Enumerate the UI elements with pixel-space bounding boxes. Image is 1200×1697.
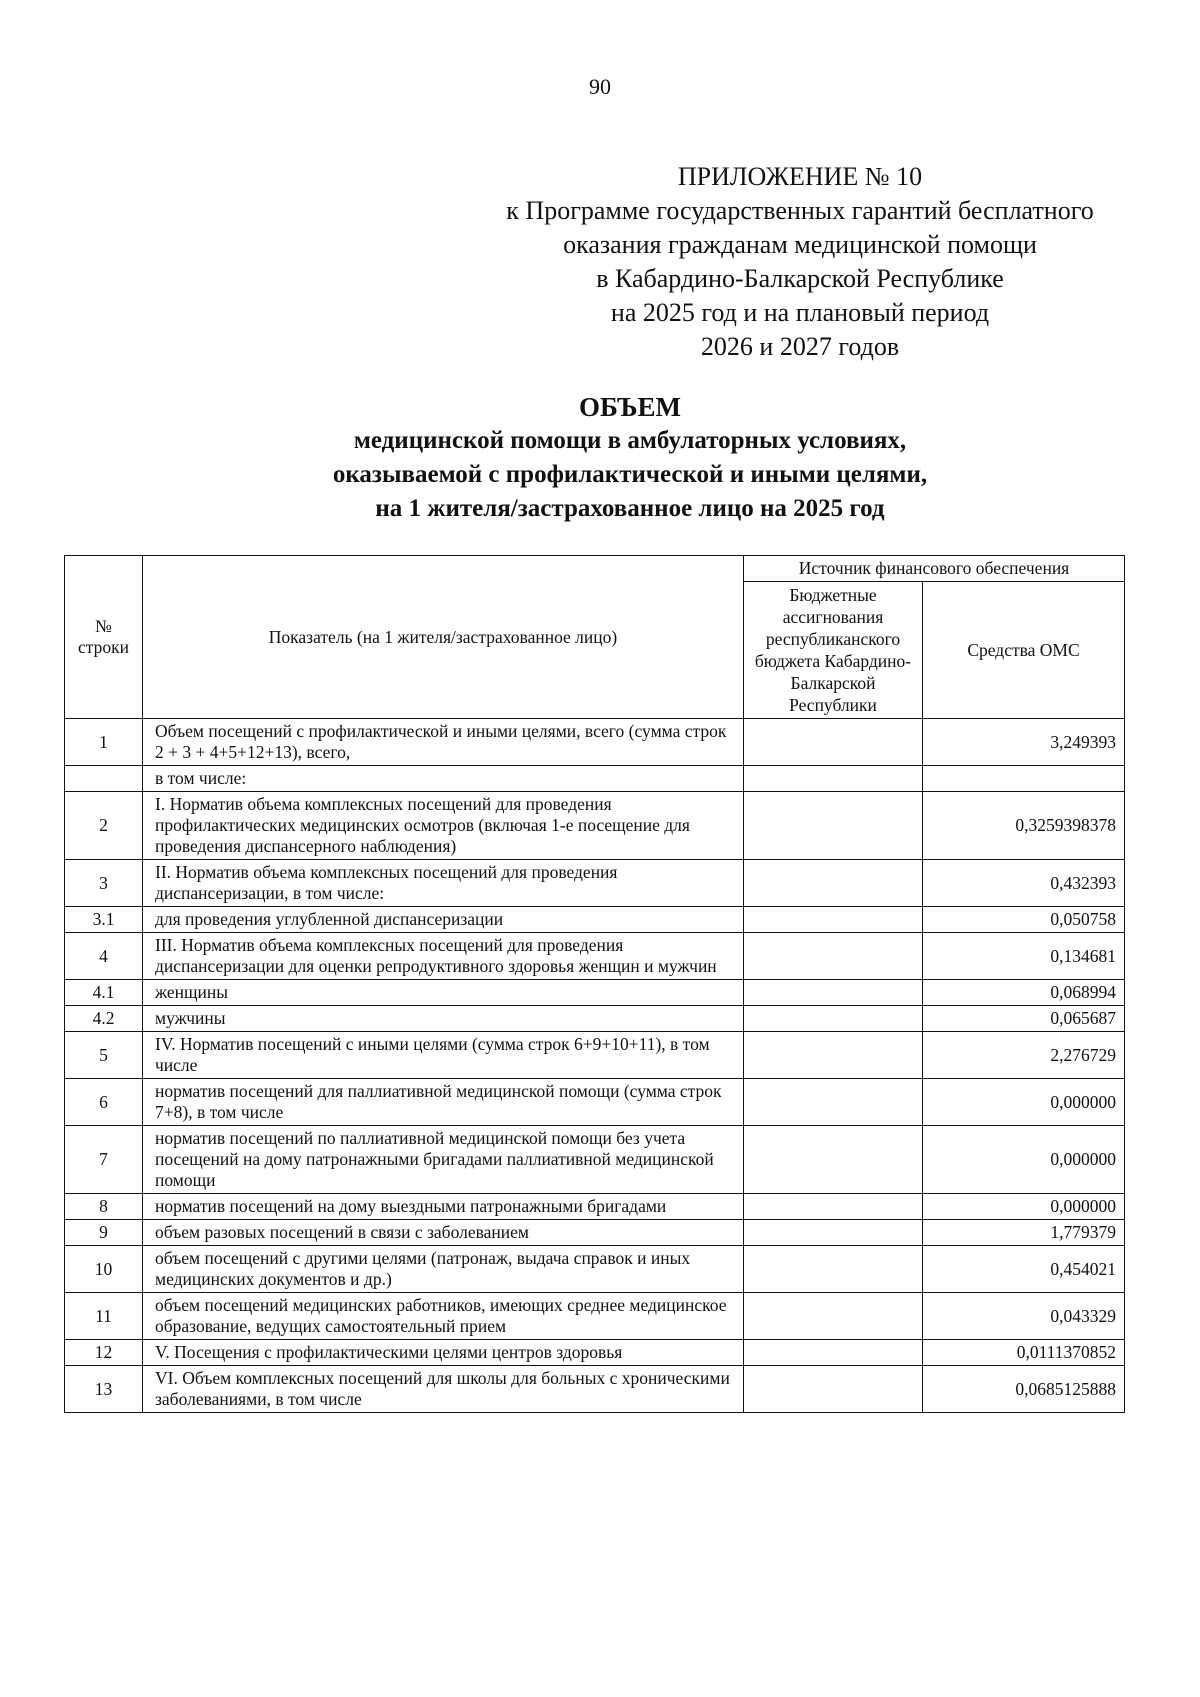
indicator-cell: VI. Объем комплексных посещений для школы для больных с хроническими заболеваниями, в том числе: [143, 1366, 744, 1413]
header-row-number: № строки: [65, 556, 143, 719]
budget-cell: [744, 1293, 923, 1340]
budget-cell: [744, 1079, 923, 1126]
indicator-cell: норматив посещений для паллиативной медицинской помощи (сумма строк 7+8), в том числе: [143, 1079, 744, 1126]
header-funding-source: Источник финансового обеспечения: [744, 556, 1125, 582]
oms-value-cell: 0,3259398378: [923, 792, 1125, 860]
indicator-cell: III. Норматив объема комплексных посещений для проведения диспансеризации для оценки репродуктивного здоровья женщин и мужчин: [143, 933, 744, 980]
budget-cell: [744, 980, 923, 1006]
indicator-cell: V. Посещения с профилактическими целями центров здоровья: [143, 1340, 744, 1366]
budget-cell: [744, 1340, 923, 1366]
table-header-row: [65, 556, 1125, 582]
appendix-line: к Программе государственных гарантий бесплатного: [506, 196, 1094, 225]
indicator-cell: объем посещений медицинских работников, имеющих среднее медицинское образование, ведущих самостоятельный прием: [143, 1293, 744, 1340]
budget-cell: [744, 1006, 923, 1032]
oms-value-cell: 0,000000: [923, 1194, 1125, 1220]
oms-value-cell: 0,065687: [923, 1006, 1125, 1032]
budget-cell: [744, 792, 923, 860]
indicator-cell: II. Норматив объема комплексных посещений для проведения диспансеризации, в том числе:: [143, 860, 744, 907]
indicator-cell: мужчины: [143, 1006, 744, 1032]
row-number-cell: 3.1: [65, 907, 143, 933]
indicator-cell: норматив посещений на дому выездными патронажными бригадами: [143, 1194, 744, 1220]
table-row: [65, 1293, 1125, 1340]
budget-cell: [744, 1194, 923, 1220]
header-indicator: Показатель (на 1 жителя/застрахованное лицо): [143, 556, 744, 719]
table-row: [65, 1246, 1125, 1293]
appendix-line: 2026 и 2027 годов: [700, 332, 900, 361]
indicator-cell: I. Норматив объема комплексных посещений для проведения профилактических медицинских осмотров (включая 1-е посещение для проведения диспансерного наблюдения): [143, 792, 744, 860]
table-body: [65, 719, 1125, 1413]
table-row: [65, 1032, 1125, 1079]
appendix-line: в Кабардино-Балкарской Республике: [596, 264, 1004, 293]
oms-value-cell: 0,050758: [923, 907, 1125, 933]
budget-cell: [744, 907, 923, 933]
oms-value-cell: 0,134681: [923, 933, 1125, 980]
table-row: [65, 1006, 1125, 1032]
document-title-line: медицинской помощи в амбулаторных условиях,: [353, 427, 907, 454]
indicator-cell: IV. Норматив посещений с иными целями (сумма строк 6+9+10+11), в том числе: [143, 1032, 744, 1079]
oms-value-cell: 0,0685125888: [923, 1366, 1125, 1413]
table-row: [65, 907, 1125, 933]
oms-value-cell: 0,000000: [923, 1079, 1125, 1126]
indicator-cell: для проведения углубленной диспансеризации: [143, 907, 744, 933]
header-oms: Средства ОМС: [923, 582, 1125, 719]
indicator-cell: Объем посещений с профилактической и иными целями, всего (сумма строк 2 + 3 + 4+5+12+13), всего,: [143, 719, 744, 766]
document-title-line: оказываемой с профилактической и иными целями,: [332, 461, 928, 488]
document-title: [0, 390, 1200, 526]
row-number-cell: 6: [65, 1079, 143, 1126]
row-number-cell: [65, 766, 143, 792]
table-row: [65, 1194, 1125, 1220]
table-row: [65, 719, 1125, 766]
document-title-main: ОБЪЕМ: [579, 392, 681, 422]
row-number-cell: 3: [65, 860, 143, 907]
oms-value-cell: 0,068994: [923, 980, 1125, 1006]
row-number-cell: 9: [65, 1220, 143, 1246]
oms-value-cell: [923, 766, 1125, 792]
budget-cell: [744, 1246, 923, 1293]
row-number-cell: 1: [65, 719, 143, 766]
indicator-cell: объем посещений с другими целями (патронаж, выдача справок и иных медицинских документов и др.): [143, 1246, 744, 1293]
oms-value-cell: 1,779379: [923, 1220, 1125, 1246]
oms-value-cell: 0,454021: [923, 1246, 1125, 1293]
document-title-line: на 1 жителя/застрахованное лицо на 2025 год: [375, 495, 885, 522]
header-budget: Бюджетные ассигнования республиканского бюджета Кабардино-Балкарской Республики: [744, 582, 923, 719]
row-number-cell: 7: [65, 1126, 143, 1194]
budget-cell: [744, 719, 923, 766]
table-row: [65, 1079, 1125, 1126]
oms-value-cell: 0,432393: [923, 860, 1125, 907]
table-row: [65, 1220, 1125, 1246]
row-number-cell: 4: [65, 933, 143, 980]
row-number-cell: 12: [65, 1340, 143, 1366]
oms-value-cell: 0,000000: [923, 1126, 1125, 1194]
table-row: [65, 766, 1125, 792]
oms-value-cell: 0,043329: [923, 1293, 1125, 1340]
oms-value-cell: 3,249393: [923, 719, 1125, 766]
row-number-cell: 4.1: [65, 980, 143, 1006]
budget-cell: [744, 1366, 923, 1413]
table-row: [65, 792, 1125, 860]
table-row: [65, 1126, 1125, 1194]
appendix-title: ПРИЛОЖЕНИЕ № 10: [677, 162, 923, 191]
indicator-cell: в том числе:: [143, 766, 744, 792]
row-number-cell: 2: [65, 792, 143, 860]
row-number-cell: 11: [65, 1293, 143, 1340]
row-number-cell: 10: [65, 1246, 143, 1293]
table-row: [65, 980, 1125, 1006]
budget-cell: [744, 1220, 923, 1246]
table-row: [65, 933, 1125, 980]
indicator-cell: объем разовых посещений в связи с заболеванием: [143, 1220, 744, 1246]
volume-table: [64, 555, 1125, 1413]
indicator-cell: норматив посещений по паллиативной медицинской помощи без учета посещений на дому патронажными бригадами паллиативной медицинской помощи: [143, 1126, 744, 1194]
budget-cell: [744, 1126, 923, 1194]
appendix-line: на 2025 год и на плановый период: [610, 298, 990, 327]
table-row: [65, 1366, 1125, 1413]
budget-cell: [744, 1032, 923, 1079]
table-row: [65, 860, 1125, 907]
budget-cell: [744, 766, 923, 792]
row-number-cell: 13: [65, 1366, 143, 1413]
table-row: [65, 1340, 1125, 1366]
row-number-cell: 4.2: [65, 1006, 143, 1032]
appendix-header: [470, 160, 1130, 364]
oms-value-cell: 0,0111370852: [923, 1340, 1125, 1366]
budget-cell: [744, 933, 923, 980]
row-number-cell: 5: [65, 1032, 143, 1079]
page-number: 90: [589, 74, 611, 99]
indicator-cell: женщины: [143, 980, 744, 1006]
row-number-cell: 8: [65, 1194, 143, 1220]
appendix-line: оказания гражданам медицинской помощи: [563, 230, 1037, 259]
budget-cell: [744, 860, 923, 907]
oms-value-cell: 2,276729: [923, 1032, 1125, 1079]
